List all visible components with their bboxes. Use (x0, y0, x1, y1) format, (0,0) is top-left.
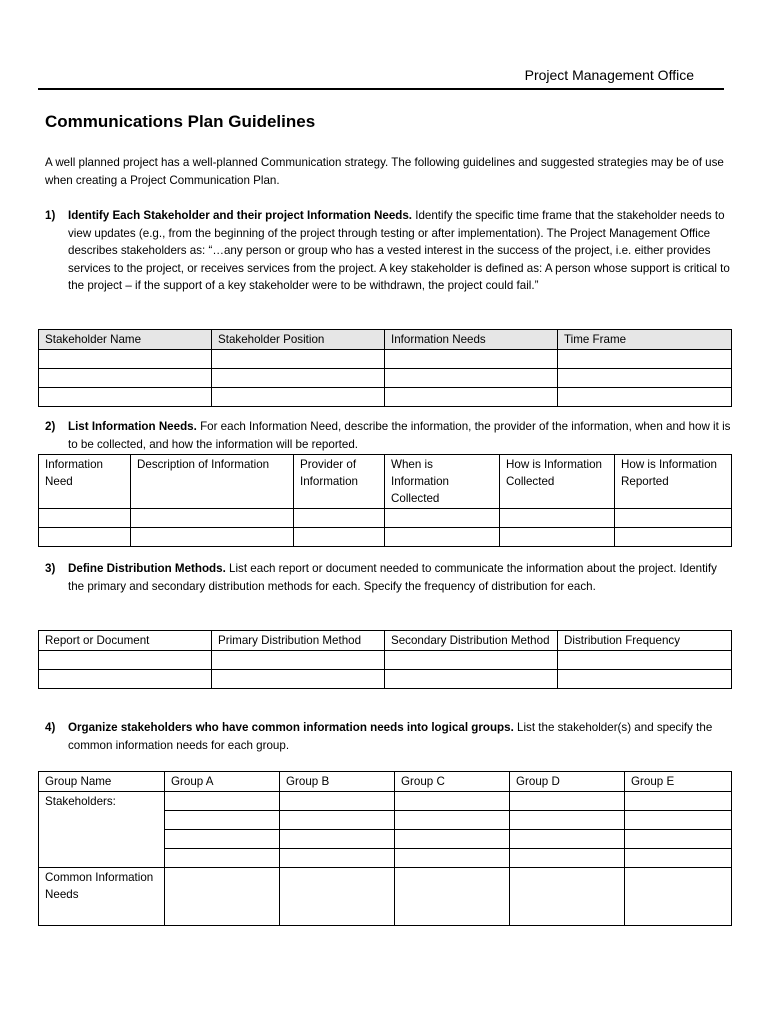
section-1 (45, 207, 735, 295)
table-row (39, 369, 732, 388)
page-title: Communications Plan Guidelines (45, 112, 316, 131)
column-header: How is Information Reported (615, 455, 732, 509)
table-row (39, 350, 732, 369)
table-row (39, 528, 732, 547)
table-cell[interactable] (385, 651, 558, 670)
table-cell[interactable] (395, 811, 510, 830)
column-header: Primary Distribution Method (212, 631, 385, 651)
column-header: Provider of Information (294, 455, 385, 509)
table-cell[interactable] (558, 369, 732, 388)
table-cell[interactable] (385, 528, 500, 547)
column-header: Group B (280, 772, 395, 792)
table-cell[interactable] (558, 388, 732, 407)
page-header (38, 66, 724, 90)
table-row (39, 792, 732, 811)
table-row (39, 868, 732, 926)
column-header: Group E (625, 772, 732, 792)
table-cell[interactable] (39, 509, 131, 528)
table-cell[interactable] (39, 369, 212, 388)
table-cell[interactable] (615, 528, 732, 547)
column-header: Group D (510, 772, 625, 792)
column-header: Secondary Distribution Method (385, 631, 558, 651)
table-row (39, 670, 732, 689)
table-cell[interactable] (500, 528, 615, 547)
stakeholder-table (38, 329, 732, 407)
table-cell[interactable] (625, 849, 732, 868)
section-text: List each report or document needed to communicate the information about the project. Identify the primary and secondary distribution methods for each. Specify the frequency of distribution for each. (68, 562, 717, 593)
table-cell[interactable] (280, 868, 395, 926)
row-label: Stakeholders: (39, 792, 165, 868)
column-header: How is Information Collected (500, 455, 615, 509)
table-cell[interactable] (385, 388, 558, 407)
column-header: Stakeholder Position (212, 330, 385, 350)
table-cell[interactable] (212, 670, 385, 689)
table-cell[interactable] (625, 811, 732, 830)
table-cell[interactable] (212, 350, 385, 369)
table-cell[interactable] (625, 792, 732, 811)
section-text: For each Information Need, describe the information, the provider of the information, when and how it is to be collected, and how the information will be reported. (68, 420, 731, 451)
table-cell[interactable] (385, 369, 558, 388)
table-cell[interactable] (280, 830, 395, 849)
section-number: 2) (45, 420, 56, 433)
table-cell[interactable] (510, 811, 625, 830)
table-cell[interactable] (39, 350, 212, 369)
table-cell[interactable] (510, 849, 625, 868)
table-cell[interactable] (500, 509, 615, 528)
table-cell[interactable] (385, 509, 500, 528)
table-row (39, 651, 732, 670)
column-header: Stakeholder Name (39, 330, 212, 350)
table-cell[interactable] (280, 849, 395, 868)
column-header: Distribution Frequency (558, 631, 732, 651)
table-cell[interactable] (39, 651, 212, 670)
section-text: Identify the specific time frame that the stakeholder needs to view updates (e.g., from the beginning of the project through testing or after implementation). The Project Management Office describes stakeholders as: “…any person or group who has a vested interest in the success of the project, i.e. either provides services to the project, or receives services from the project. A key stakeholder is defined as: A person whose support is critical to the project – if the support of a key stakeholder were to be withdrawn, the project could fail.” (68, 209, 730, 292)
table-cell[interactable] (39, 670, 212, 689)
section-number: 4) (45, 721, 56, 734)
table-cell[interactable] (294, 509, 385, 528)
distribution-table (38, 630, 732, 689)
table-cell[interactable] (395, 868, 510, 926)
table-cell[interactable] (558, 670, 732, 689)
column-header: When is Information Collected (385, 455, 500, 509)
table-cell[interactable] (395, 830, 510, 849)
office-name: Project Management Office (524, 67, 694, 83)
section-text: List the stakeholder(s) and specify the common information needs for each group. (68, 721, 713, 752)
table-cell[interactable] (625, 868, 732, 926)
section-3 (45, 560, 735, 595)
table-cell[interactable] (165, 830, 280, 849)
intro-paragraph: A well planned project has a well-planned Communication strategy. The following guidelines and suggested strategies may be of use when creating a Project Communication Plan. (45, 156, 724, 187)
table-cell[interactable] (165, 811, 280, 830)
table-cell[interactable] (280, 792, 395, 811)
table-cell[interactable] (558, 651, 732, 670)
row-label: Common Information Needs (39, 868, 165, 926)
table-cell[interactable] (510, 792, 625, 811)
column-header: Report or Document (39, 631, 212, 651)
table-cell[interactable] (280, 811, 395, 830)
section-2 (45, 418, 735, 453)
section-number: 3) (45, 562, 56, 575)
table-cell[interactable] (615, 509, 732, 528)
column-header: Group C (395, 772, 510, 792)
table-cell[interactable] (395, 849, 510, 868)
table-cell[interactable] (131, 509, 294, 528)
table-cell[interactable] (510, 830, 625, 849)
table-cell[interactable] (131, 528, 294, 547)
stakeholder-groups-table (38, 771, 732, 926)
section-number: 1) (45, 209, 56, 222)
table-cell[interactable] (385, 670, 558, 689)
table-cell[interactable] (212, 651, 385, 670)
section-heading: Organize stakeholders who have common information needs into logical groups. (68, 721, 514, 734)
column-header: Group A (165, 772, 280, 792)
section-heading: List Information Needs. (68, 420, 197, 433)
table-cell[interactable] (558, 350, 732, 369)
column-header: Group Name (39, 772, 165, 792)
table-row (39, 388, 732, 407)
section-heading: Identify Each Stakeholder and their project Information Needs. (68, 209, 413, 222)
table-cell[interactable] (294, 528, 385, 547)
table-cell[interactable] (395, 792, 510, 811)
table-cell[interactable] (385, 350, 558, 369)
column-header: Description of Information (131, 455, 294, 509)
table-cell[interactable] (212, 369, 385, 388)
table-cell[interactable] (39, 528, 131, 547)
column-header: Information Need (39, 455, 131, 509)
table-cell[interactable] (165, 792, 280, 811)
information-needs-table (38, 454, 732, 547)
table-cell[interactable] (212, 388, 385, 407)
table-row (39, 509, 732, 528)
table-cell[interactable] (510, 868, 625, 926)
table-cell[interactable] (625, 830, 732, 849)
table-cell[interactable] (165, 868, 280, 926)
section-4 (45, 719, 735, 754)
column-header: Information Needs (385, 330, 558, 350)
table-cell[interactable] (165, 849, 280, 868)
section-heading: Define Distribution Methods. (68, 562, 226, 575)
table-cell[interactable] (39, 388, 212, 407)
column-header: Time Frame (558, 330, 732, 350)
